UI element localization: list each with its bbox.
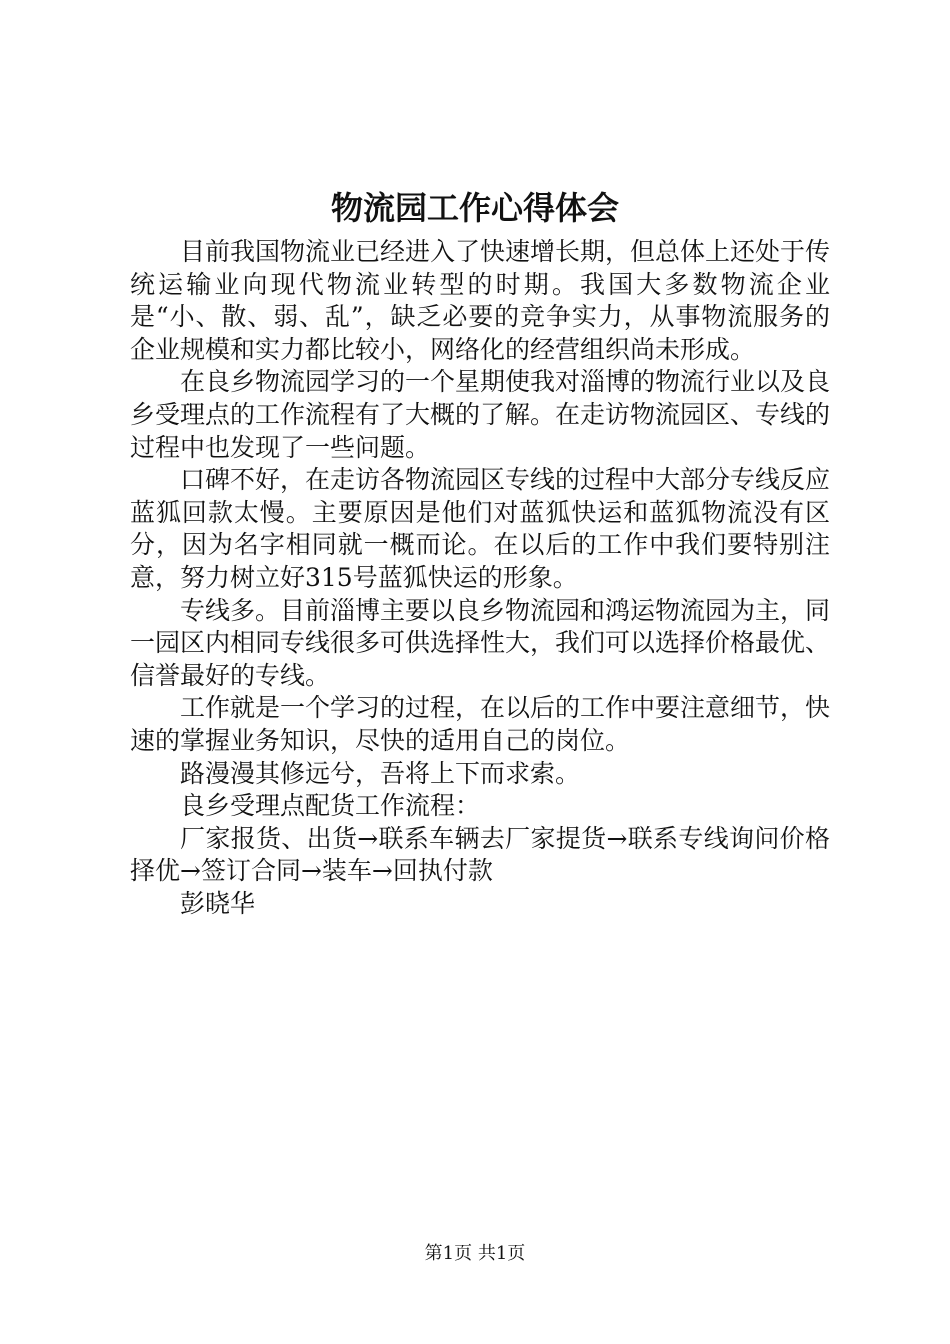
- paragraph-learning: 工作就是一个学习的过程，在以后的工作中要注意细节，快速的掌握业务知识，尽快的适用自己的岗位。: [130, 693, 831, 755]
- document-body: [130, 236, 830, 920]
- paragraph-intro: 目前我国物流业已经进入了快速增长期，但总体上还处于传统运输业向现代物流业转型的时期。我国大多数物流企业是“小、散、弱、乱”，缺乏必要的竞争实力，从事物流服务的企业规模和实力都比较小，网络化的经营组织尚未形成。: [130, 237, 831, 364]
- document-title: 物流园工作心得体会: [330, 189, 619, 227]
- paragraph-quote: 路漫漫其修远兮，吾将上下而求索。: [180, 758, 581, 788]
- page-footer: 第1页 共1页: [424, 1243, 526, 1264]
- paragraph-workflow-steps: 厂家报货、出货→联系车辆去厂家提货→联系专线询问价格择优→签订合同→装车→回执付款: [130, 823, 830, 886]
- paragraph-many-lines: 专线多。目前淄博主要以良乡物流园和鸿运物流园为主，同一园区内相同专线很多可供选择性大，我们可以选择价格最优、信誉最好的专线。: [130, 595, 831, 690]
- author-signature: 彭晓华: [180, 888, 256, 918]
- paragraph-reputation: 口碑不好，在走访各物流园区专线的过程中大部分专线反应蓝狐回款太慢。主要原因是他们对蓝狐快运和蓝狐物流没有区分，因为名字相同就一概而论。在以后的工作中我们要特别注意，努力树立好315号蓝狐快运的形象。: [130, 465, 831, 592]
- paragraph-workflow-heading: 良乡受理点配货工作流程：: [180, 791, 481, 821]
- paragraph-study-week: 在良乡物流园学习的一个星期使我对淄博的物流行业以及良乡受理点的工作流程有了大概的了解。在走访物流园区、专线的过程中也发现了一些问题。: [130, 367, 831, 462]
